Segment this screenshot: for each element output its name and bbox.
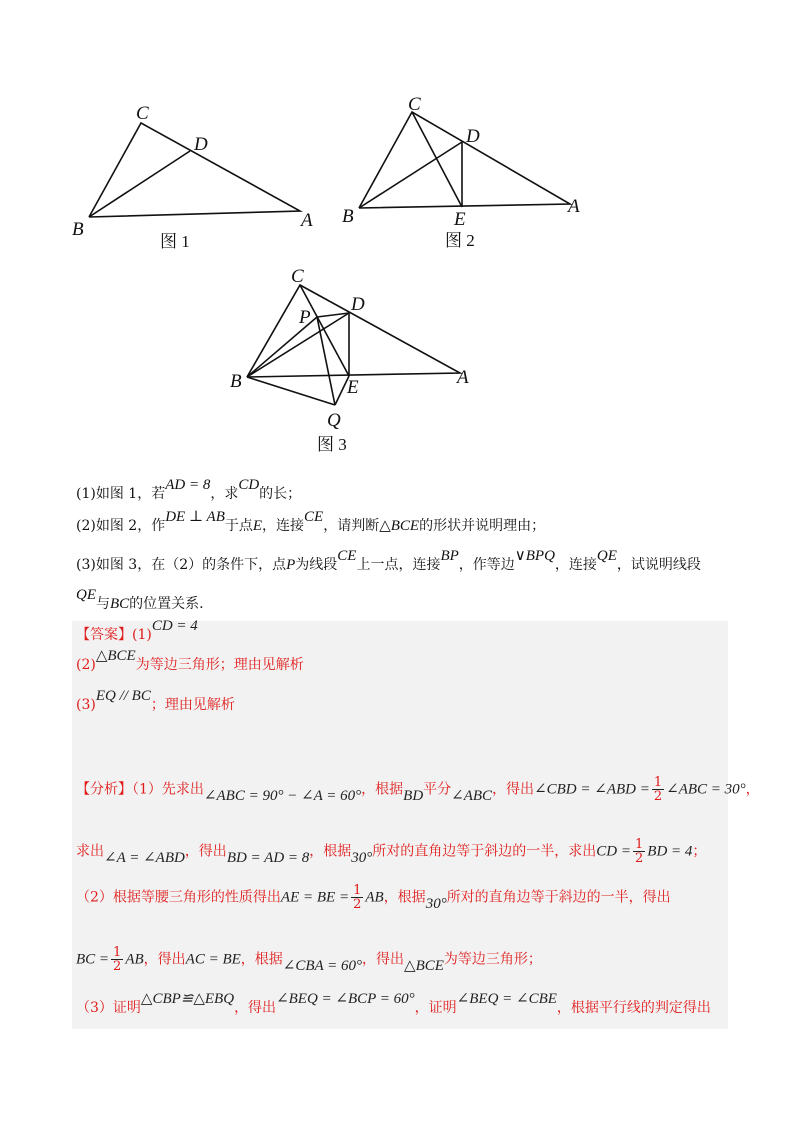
question-1: (1)如图 1，若AD = 8，求CD的长； xyxy=(76,477,302,502)
label-b: B xyxy=(72,219,84,240)
caption-fig1: 图 1 xyxy=(160,232,190,251)
answer-line-2: (2)△BCE为等边三角形；理由见解析 xyxy=(76,648,304,673)
answer-line-3: (3)EQ // BC；理由见解析 xyxy=(76,688,235,713)
label-e: E xyxy=(454,209,466,230)
label-b: B xyxy=(230,371,242,392)
question-3-continued: QE与BC的位置关系. xyxy=(76,587,204,612)
label-a: A xyxy=(568,196,580,217)
label-c: C xyxy=(408,94,421,115)
label-q: Q xyxy=(327,410,341,431)
analysis-line-5: （3）证明△CBP≌△EBQ，得出∠BEQ = ∠BCP = 60°，证明∠BEQ = ∠CBE，根据平行线的判定得出 xyxy=(76,991,711,1016)
figure-1 xyxy=(60,95,330,255)
caption-fig3: 图 3 xyxy=(317,435,347,454)
label-c: C xyxy=(136,103,149,124)
segment-bd xyxy=(359,142,462,208)
caption-fig2: 图 2 xyxy=(445,231,475,250)
analysis-line-1: 【分析】（1）先求出∠ABC = 90° − ∠A = 60°，根据BD平分∠ABC，得出∠CBD = ∠ABD = $\frac{1}{2}$ ∠ABC = 30°， xyxy=(76,775,760,804)
label-d: D xyxy=(466,126,480,147)
label-d: D xyxy=(351,294,365,315)
analysis-line-3: （2）根据等腰三角形的性质得出AE = BE = $\frac{1}{2}$ AB，根据30°所对的直角边等于斜边的一半，得出 xyxy=(76,883,671,912)
figure-3 xyxy=(225,265,485,457)
fraction: $\frac{1}{2}$ xyxy=(635,837,644,866)
label-e: E xyxy=(347,377,359,398)
label-b: B xyxy=(342,206,354,227)
label-c: C xyxy=(291,266,304,287)
fraction: $\frac{1}{2}$ xyxy=(353,883,362,912)
label-d: D xyxy=(194,134,208,155)
triangle-abc xyxy=(359,112,570,208)
segment-bd xyxy=(89,151,190,217)
question-2: (2)如图 2，作DE ⊥ AB于点E，连接CE，请判断△BCE的形状并说明理由； xyxy=(76,509,546,534)
fraction: $\frac{1}{2}$ xyxy=(113,945,122,974)
segment-bd xyxy=(247,313,349,377)
label-a: A xyxy=(301,210,313,231)
label-p: P xyxy=(299,307,311,328)
analysis-line-4: BC = $\frac{1}{2}$ AB，得出AC = BE，根据∠CBA = 60°，得出△BCE为等边三角形； xyxy=(76,945,542,974)
question-3: (3)如图 3，在（2）的条件下，点P为线段CE上一点，连接BP，作等边∨BPQ，连接QE，试说明线段 xyxy=(76,548,701,573)
segment-bq xyxy=(247,377,335,405)
analysis-line-2: 求出∠A = ∠ABD，得出BD = AD = 8，根据30°所对的直角边等于斜边的一半，求出CD = $\frac{1}{2}$ BD = 4； xyxy=(76,837,707,866)
figure-2 xyxy=(330,90,600,255)
segment-pq xyxy=(317,317,335,405)
label-a: A xyxy=(457,367,469,388)
fraction: $\frac{1}{2}$ xyxy=(653,775,663,804)
answer-line-1: 【答案】(1)CD = 4 xyxy=(76,618,198,643)
